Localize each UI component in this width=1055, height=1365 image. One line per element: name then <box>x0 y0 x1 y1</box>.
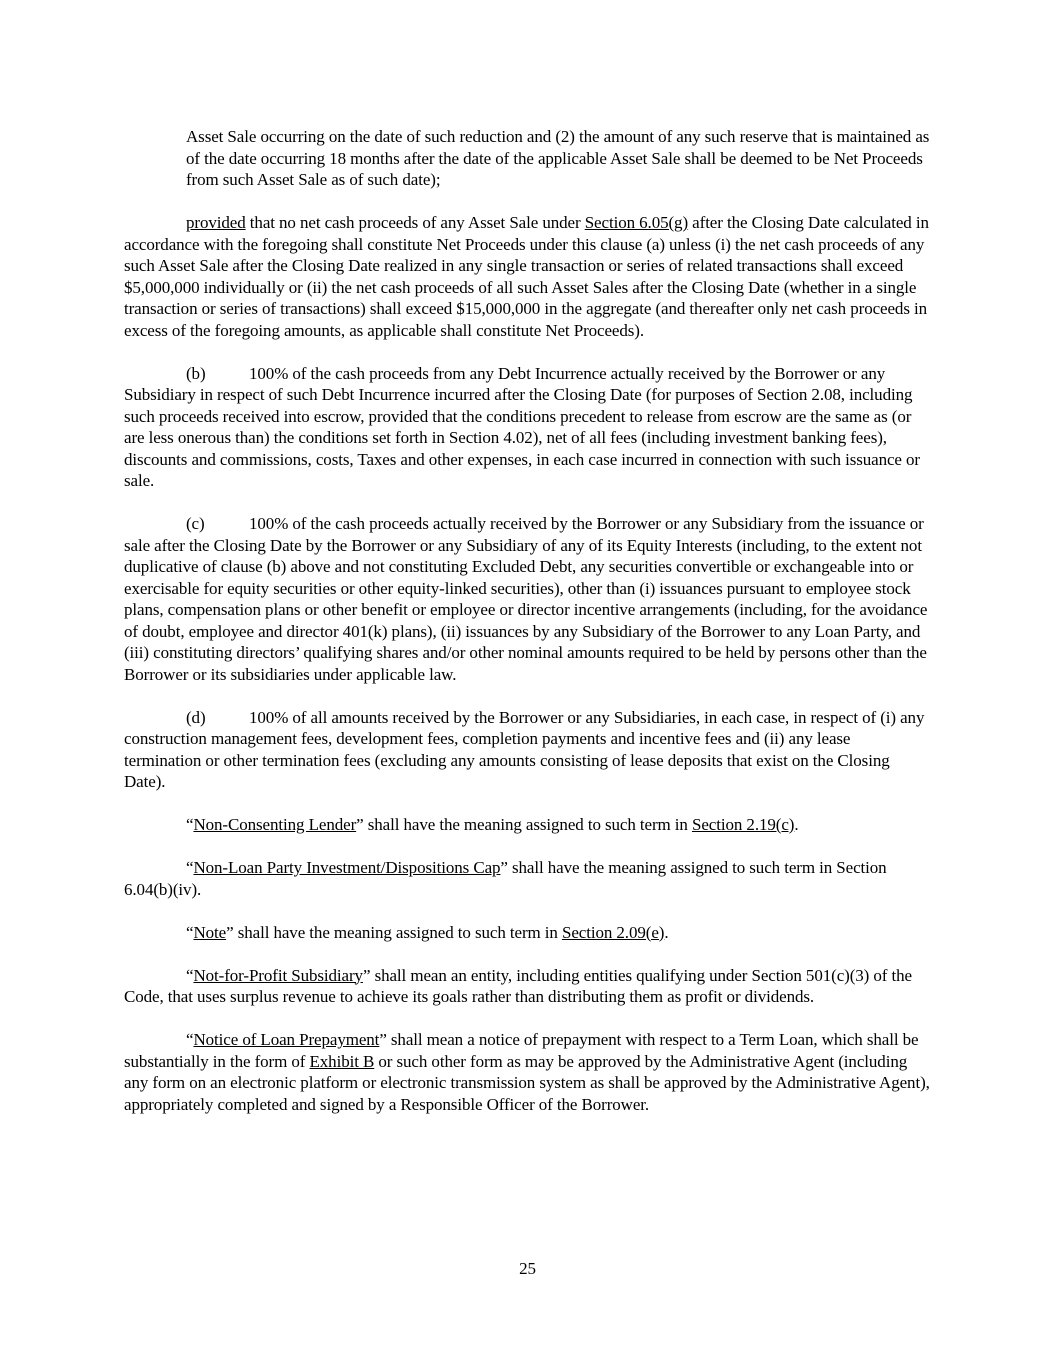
definition-notice-of-loan-prepayment <box>124 1029 931 1115</box>
text-run: “ <box>186 922 194 942</box>
paragraph-b-debt-incurrence-proceeds <box>124 363 931 492</box>
text-run: ” shall mean an entity, including entities qualifying under Section 501(c)(3) of the Code, that uses surplus revenue to achieve its goals rather than distributing them as profit or dividends. <box>124 965 912 1006</box>
text-run: “ <box>186 815 194 834</box>
text-run: ” shall have the meaning assigned to such term in <box>226 922 562 942</box>
text-run: “ <box>186 858 194 877</box>
text-run: . <box>794 815 799 834</box>
definition-non-consenting-lender <box>124 814 931 836</box>
text-run: ” shall have the meaning assigned to such term in <box>356 815 692 834</box>
text-run: ” shall have the meaning assigned to such term in Section 6.04(b)(iv). <box>124 858 887 899</box>
list-item-label: (c) <box>186 514 205 533</box>
paragraph-asset-sale-reserve <box>186 126 931 191</box>
underlined-term: Section 2.09(e) <box>561 922 665 942</box>
text-run: “ <box>186 1030 194 1049</box>
underlined-term: Section 2.19(c) <box>691 815 795 834</box>
underlined-term: Non-Loan Party Investment/Dispositions Cap <box>193 858 501 877</box>
underlined-term: Not-for-Profit Subsidiary <box>193 965 363 985</box>
text-run: 100% of the cash proceeds from any Debt Incurrence actually received by the Borrower or any Subsidiary in respect of such Debt Incurrence incurred after the Closing Date (for purposes of Section 2.08, including such proceeds received into escrow, provided that the conditions precedent to release from escrow are the same as (or are less onerous than) the conditions set forth in Section 4.02), net of all fees (including investment banking fees), discounts and commissions, costs, Taxes and other expenses, in each case incurred in connection with such issuance or sale. <box>124 363 920 490</box>
page-number: 25 <box>519 1259 536 1278</box>
paragraph-d-fee-amounts <box>124 707 931 793</box>
text-run: after the Closing Date calculated in accordance with the foregoing shall constitute Net Proceeds under this clause (a) unless (i) the net cash proceeds of any such Asset Sale after the Closing Date realized in any single transaction or series of related transactions shall exceed $5,000,000 individually or (ii) the net cash proceeds of all such Asset Sales after the Closing Date (whether in a single transaction or series of transactions) shall exceed $15,000,000 in the aggregate (and thereafter only net cash proceeds in excess of the foregoing amounts, as applicable shall constitute Net Proceeds). <box>124 213 929 340</box>
text-run: or such other form as may be approved by the Administrative Agent (including any form on an electronic platform or electronic transmission system as shall be approved by the Administrative Agent), appropriately completed and signed by a Responsible Officer of the Borrower. <box>124 1051 930 1114</box>
underlined-term: Note <box>193 922 227 942</box>
underlined-term: Notice of Loan Prepayment <box>193 1030 380 1049</box>
underlined-term: Section 6.05(g) <box>584 213 689 232</box>
text-run: 100% of the cash proceeds actually received by the Borrower or any Subsidiary from the issuance or sale after the Closing Date by the Borrower or any Subsidiary of any of its Equity Interests (including, to the extent not duplicative of clause (b) above and not constituting Excluded Debt, any securities convertible or exchangeable into or exercisable for equity securities or other equity-linked securities), other than (i) issuances pursuant to employee stock plans, compensation plans or other benefit or employee or director incentive arrangements (including, for the avoidance of doubt, employee and director 401(k) plans), (ii) issuances by any Subsidiary of the Borrower to any Loan Party, and (iii) constituting directors’ qualifying shares and/or other nominal amounts required to be held by persons other than the Borrower or its subsidiaries under applicable law. <box>124 514 928 684</box>
document-body <box>124 126 931 1137</box>
text-run: Asset Sale occurring on the date of such reduction and (2) the amount of any such reserve that is maintained as of the date occurring 18 months after the date of the applicable Asset Sale shall be deemed to be Net Proceeds from such Asset Sale as of such date); <box>186 127 930 189</box>
underlined-term: Non-Consenting Lender <box>193 815 357 834</box>
list-item-label: (d) <box>186 707 206 727</box>
definition-not-for-profit-subsidiary <box>124 965 931 1008</box>
definition-note <box>124 922 931 944</box>
text-run: ” shall mean a notice of prepayment with respect to a Term Loan, which shall be substantially in the form of <box>124 1030 919 1071</box>
definition-non-loan-party-investment-dispositions-cap <box>124 857 931 900</box>
underlined-term: provided <box>186 213 246 232</box>
paragraph-c-equity-issuance-proceeds <box>124 513 931 685</box>
text-run: “ <box>186 965 194 985</box>
underlined-term: Exhibit B <box>309 1051 375 1071</box>
text-run: that no net cash proceeds of any Asset Sale under <box>245 213 585 232</box>
text-run: 100% of all amounts received by the Borrower or any Subsidiaries, in each case, in respect of (i) any construction management fees, development fees, completion payments and incentive fees and (ii) any lease termination or other termination fees (excluding any amounts consisting of lease deposits that exist on the Closing Date). <box>124 707 925 791</box>
text-run: . <box>664 922 669 942</box>
paragraph-provided-net-proceeds-proviso <box>124 212 931 341</box>
list-item-label: (b) <box>186 363 206 383</box>
